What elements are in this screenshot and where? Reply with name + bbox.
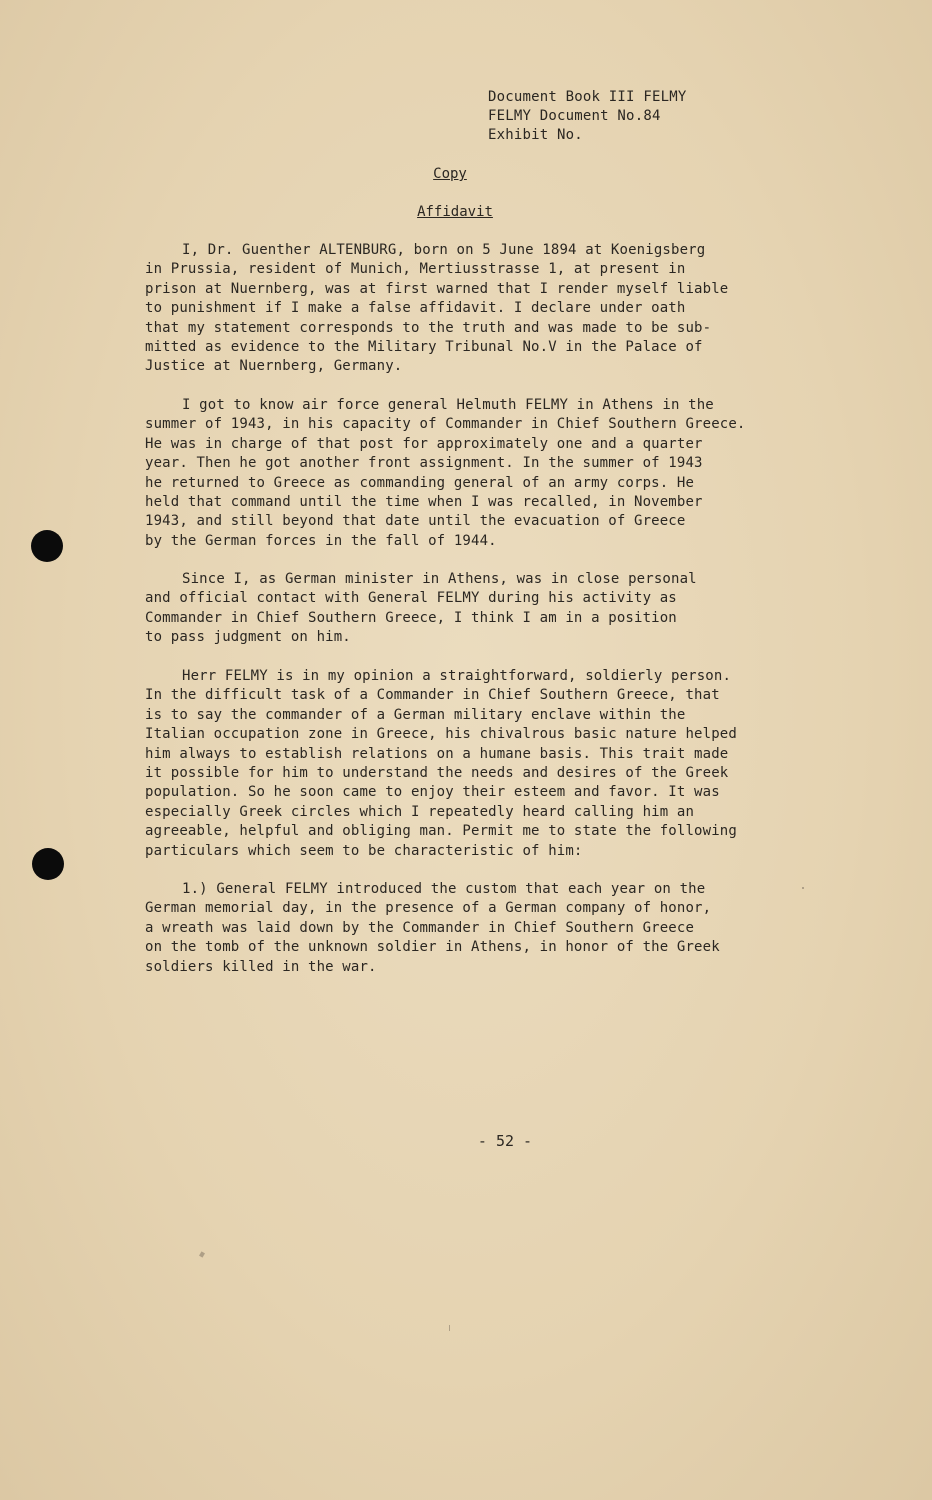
text-line: summer of 1943, in his capacity of Commander in Chief Southern Greece. <box>145 416 746 433</box>
text-line: In the difficult task of a Commander in Chief Southern Greece, that <box>145 687 720 704</box>
text-line: 1943, and still beyond that date until the evacuation of Greece <box>145 513 686 530</box>
header-document-book: Document Book III FELMY <box>488 89 687 105</box>
text-line: and official contact with General FELMY during his activity as <box>145 590 677 607</box>
text-line: I, Dr. Guenther ALTENBURG, born on 5 June 1894 at Koenigsberg <box>182 242 706 258</box>
text-line: Italian occupation zone in Greece, his chivalrous basic nature helped <box>145 726 737 743</box>
paper-speck <box>802 887 804 889</box>
text-line: by the German forces in the fall of 1944. <box>145 532 497 549</box>
paper-speck <box>449 1325 450 1331</box>
text-line: Commander in Chief Southern Greece, I think I am in a position <box>145 609 677 626</box>
paragraph-acquaintance <box>145 396 845 551</box>
text-line: it possible for him to understand the needs and desires of the Greek <box>145 765 729 782</box>
copy-heading: Copy <box>433 166 467 182</box>
text-line: year. Then he got another front assignment. In the summer of 1943 <box>145 455 703 472</box>
text-line: to punishment if I make a false affidavit. I declare under oath <box>145 300 686 317</box>
text-line: population. So he soon came to enjoy their esteem and favor. It was <box>145 784 720 801</box>
text-line: especially Greek circles which I repeatedly heard calling him an <box>145 803 695 820</box>
punch-hole <box>31 530 63 562</box>
paragraph-position <box>145 570 845 648</box>
text-line: German memorial day, in the presence of a German company of honor, <box>145 900 712 917</box>
text-line: particulars which seem to be characteristic of him: <box>145 842 583 859</box>
text-line: on the tomb of the unknown soldier in Athens, in honor of the Greek <box>145 939 720 956</box>
paragraph-character <box>145 667 845 861</box>
text-line: Herr FELMY is in my opinion a straightforward, soldierly person. <box>182 668 732 684</box>
header-exhibit-number: Exhibit No. <box>488 127 583 143</box>
text-line: held that command until the time when I was recalled, in November <box>145 494 703 511</box>
header-document-number: FELMY Document No.84 <box>488 108 661 124</box>
text-line: agreeable, helpful and obliging man. Permit me to state the following <box>145 823 737 840</box>
paragraph-memorial-custom <box>145 880 845 977</box>
text-line: mitted as evidence to the Military Tribunal No.V in the Palace of <box>145 339 703 356</box>
text-line: I got to know air force general Helmuth FELMY in Athens in the <box>182 397 714 413</box>
text-line: to pass judgment on him. <box>145 629 351 646</box>
text-line: he returned to Greece as commanding general of an army corps. He <box>145 474 695 491</box>
text-line: Since I, as German minister in Athens, was in close personal <box>182 571 697 587</box>
affidavit-heading: Affidavit <box>417 204 493 220</box>
text-line: He was in charge of that post for approximately one and a quarter <box>145 435 703 452</box>
text-line: prison at Nuernberg, was at first warned that I render myself liable <box>145 280 729 297</box>
text-line: a wreath was laid down by the Commander in Chief Southern Greece <box>145 919 695 936</box>
text-line: is to say the commander of a German military enclave within the <box>145 706 686 723</box>
text-line: 1.) General FELMY introduced the custom that each year on the <box>182 881 706 897</box>
text-line: Justice at Nuernberg, Germany. <box>145 358 403 375</box>
text-line: soldiers killed in the war. <box>145 958 377 975</box>
punch-hole <box>32 848 64 880</box>
document-header <box>488 88 686 145</box>
paragraph-identity <box>145 241 845 377</box>
text-line: in Prussia, resident of Munich, Mertiusstrasse 1, at present in <box>145 261 686 278</box>
text-line: him always to establish relations on a humane basis. This trait made <box>145 745 729 762</box>
page-number: - 52 - <box>477 1132 533 1150</box>
text-line: that my statement corresponds to the truth and was made to be sub- <box>145 319 712 336</box>
